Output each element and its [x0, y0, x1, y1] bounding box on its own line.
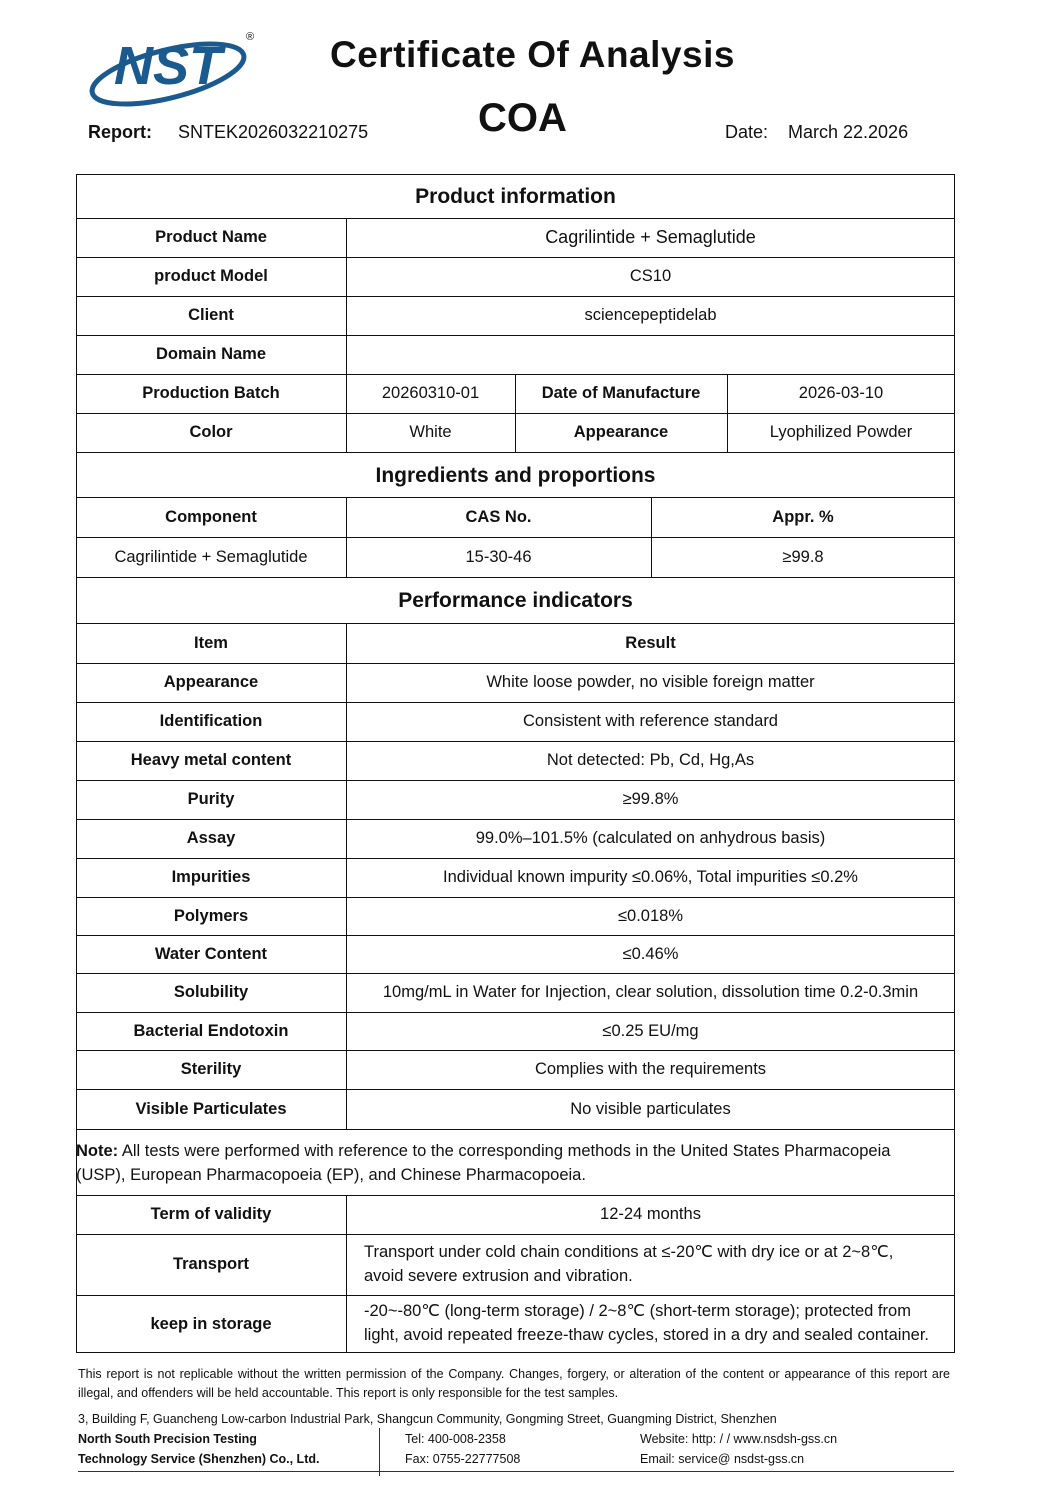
website: Website: http: / / www.nsdsh-gss.cn — [640, 1432, 838, 1446]
table-row-item: Solubility — [173, 983, 249, 1001]
table-row-result: 10mg/mL in Water for Injection, clear solution, dissolution time 0.2-0.3min — [382, 983, 919, 1001]
table-row-item: Polymers — [173, 906, 249, 925]
validity-label: Term of validity — [150, 1205, 272, 1223]
table-row-result: White loose powder, no visible foreign matter — [486, 673, 815, 691]
table-row-result: Individual known impurity ≤0.06%, Total impurities ≤0.2% — [443, 868, 858, 886]
table-row-result: ≤0.46% — [622, 944, 679, 963]
company-name-line-1: North South Precision Testing — [78, 1432, 257, 1446]
mfg-date-value: 2026-03-10 — [798, 384, 884, 402]
table-row-result: No visible particulates — [570, 1099, 731, 1118]
table-row-result: 99.0%–101.5% (calculated on anhydrous basis) — [475, 829, 826, 847]
product-name-value: Cagrilintide + Semaglutide — [545, 227, 756, 247]
product-name-label: Product Name — [155, 228, 267, 246]
table-row-item: Identification — [159, 712, 263, 730]
transport-line-2: avoid severe extrusion and vibration. — [364, 1266, 633, 1285]
report-number: SNTEK2026032210275 — [178, 122, 369, 142]
section-performance: Performance indicators — [398, 589, 633, 612]
table-row-result: Complies with the requirements — [534, 1060, 767, 1078]
footer-divider — [379, 1428, 380, 1476]
cas-header: CAS No. — [465, 507, 532, 526]
company-name-line-2: Technology Service (Shenzhen) Co., Ltd. — [78, 1452, 320, 1466]
cas-value: 15-30-46 — [465, 547, 532, 566]
table-row-result: ≤0.018% — [617, 906, 684, 925]
result-header: Result — [625, 633, 676, 652]
table-row-item: Appearance — [163, 673, 259, 691]
document-title: Certificate Of Analysis — [330, 34, 735, 75]
note — [76, 1139, 936, 1187]
table-row-result: Consistent with reference standard — [523, 712, 778, 730]
date-value: March 22.2026 — [788, 122, 909, 142]
disclaimer: This report is not replicable without the written permission of the Company. Changes, forgery, or alteration of the content or appearance of this report are illegal, and offenders will be held accountable. This report is only responsible for the test samples. — [78, 1367, 950, 1400]
component-header: Component — [165, 507, 257, 526]
storage-label: keep in storage — [150, 1314, 272, 1333]
validity-value: 12-24 months — [600, 1205, 701, 1223]
table-row-item: Water Content — [154, 944, 268, 963]
appr-header: Appr. % — [772, 507, 834, 526]
table-row-item: Impurities — [171, 868, 251, 886]
document-subtitle: COA — [478, 96, 567, 140]
nst-logo — [86, 26, 261, 108]
appearance-value: Lyophilized Powder — [769, 423, 913, 441]
section-ingredients: Ingredients and proportions — [375, 463, 656, 487]
batch-value: 20260310-01 — [381, 384, 480, 402]
table-row-item: Visible Particulates — [135, 1099, 287, 1118]
table-row-result: ≥99.8% — [622, 790, 679, 808]
component-value: Cagrilintide + Semaglutide — [114, 547, 308, 566]
batch-label: Production Batch — [142, 384, 280, 402]
fax: Fax: 0755-22777508 — [405, 1452, 521, 1466]
storage-line-2: light, avoid repeated freeze-thaw cycles, stored in a dry and sealed container. — [364, 1325, 929, 1344]
email: Email: service@ nsdst-gss.cn — [640, 1452, 805, 1466]
registered-mark: ® — [246, 31, 255, 43]
transport-line-1: Transport under cold chain conditions at ≤-20℃ with dry ice or at 2~8℃, — [364, 1243, 894, 1261]
table-row-item: Sterility — [180, 1060, 242, 1078]
table-row-item: Purity — [187, 790, 235, 808]
model-label: product Model — [154, 267, 268, 285]
footer-rule — [78, 1471, 954, 1472]
client-value: sciencepeptidelab — [584, 306, 717, 324]
transport-label: Transport — [172, 1255, 250, 1273]
appr-value: ≥99.8 — [782, 547, 824, 566]
color-value: White — [409, 423, 452, 441]
table-row-result: Not detected: Pb, Cd, Hg,As — [546, 751, 755, 769]
storage-line-1: -20~-80℃ (long-term storage) / 2~8℃ (short-term storage); protected from — [364, 1302, 911, 1320]
company-address: 3, Building F, Guancheng Low-carbon Industrial Park, Shangcun Community, Gongming Street, Guangming District, Shenzhen — [78, 1412, 777, 1426]
table-row-item: Bacterial Endotoxin — [133, 1021, 289, 1040]
mfg-date-label: Date of Manufacture — [541, 384, 701, 402]
table-row-item: Heavy metal content — [130, 751, 292, 769]
domain-value — [346, 335, 955, 374]
client-label: Client — [188, 306, 234, 324]
table-row-result: ≤0.25 EU/mg — [602, 1021, 699, 1040]
model-value: CS10 — [629, 267, 672, 285]
note-text: All tests were performed with reference to the corresponding methods in the United States Pharmacopeia (USP), European Pharmacopoeia (EP), and Chinese Pharmacopoeia. — [76, 1142, 891, 1184]
appearance-label: Appearance — [573, 423, 669, 441]
date-label: Date: — [725, 122, 769, 142]
logo-text: NST — [114, 36, 222, 96]
note-label: Note: — [76, 1142, 119, 1160]
section-product-info: Product information — [415, 185, 616, 208]
table-row-item: Assay — [186, 829, 236, 847]
color-label: Color — [189, 423, 233, 441]
item-header: Item — [194, 633, 228, 652]
domain-label: Domain Name — [155, 345, 267, 363]
report-label: Report: — [88, 122, 152, 142]
telephone: Tel: 400-008-2358 — [405, 1432, 506, 1446]
